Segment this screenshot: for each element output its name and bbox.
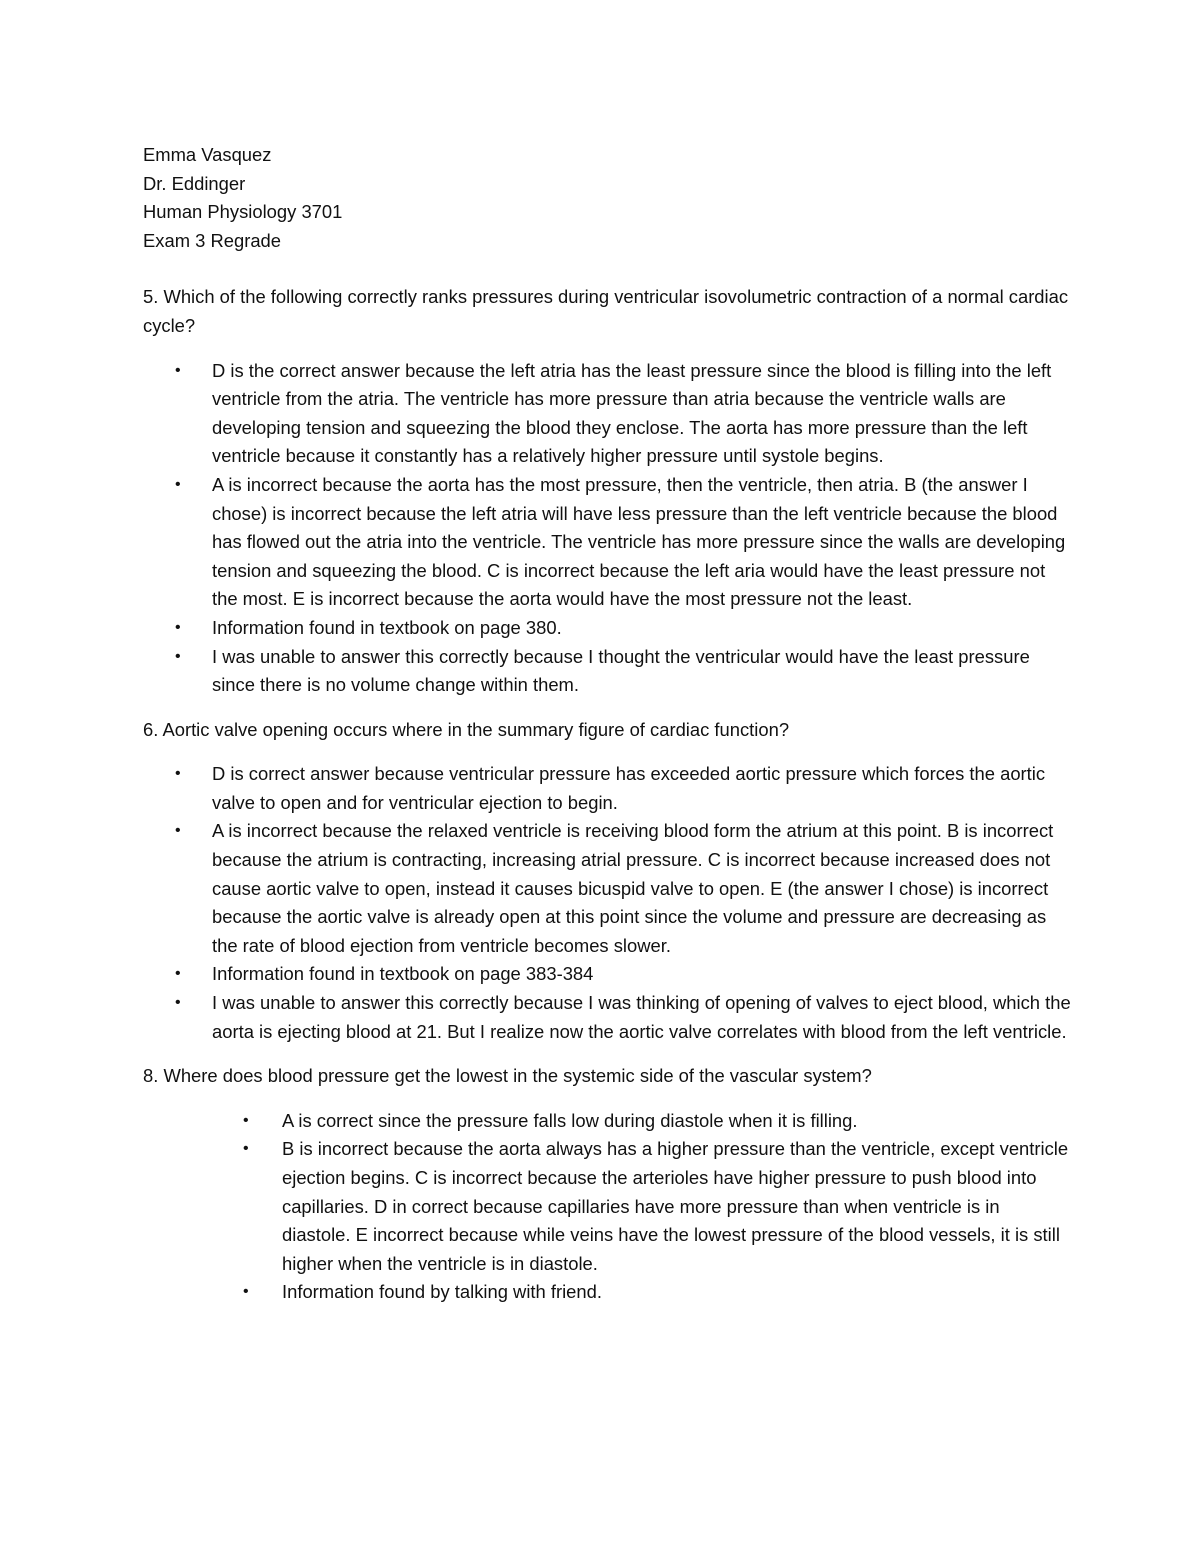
student-name: Emma Vasquez [143,144,272,165]
bullet-icon: • [175,361,181,379]
list-item [143,989,1073,1046]
list-item [143,643,1073,700]
list-item [143,471,1073,614]
question-6-answers [143,760,1073,1046]
bullet-icon: • [175,994,181,1012]
question-number: 6. [143,718,159,740]
bullet-icon: • [243,1283,249,1301]
list-item-text: D is the correct answer because the left atria has the least pressure since the blood is filling into the left ventricle from the atria. The ventricle has more pressure than atria because the ventricle walls are developing tension and squeezing the blood they enclose. The aorta has more pressure than the left ventricle because it constantly has a relatively higher pressure until systole begins. [212,359,1052,467]
instructor-name: Dr. Eddinger [143,172,246,194]
bullet-icon: • [175,765,181,783]
bullet-icon: • [243,1140,249,1158]
bullet-icon: • [175,822,181,840]
question-5-answers [143,357,1073,700]
bullet-icon: • [175,475,181,493]
question-number: 8. [143,1065,159,1087]
list-item-text: A is incorrect because the relaxed ventricle is receiving blood form the atrium at this point. B is incorrect because the atrium is contracting, increasing atrial pressure. C is incorrect because increased does not cause aortic valve to open, instead it causes bicuspid valve to open. E (the answer I chose) is incorrect because the aortic valve is already open at this point since the volume and pressure are decreasing as the rate of blood ejection from ventricle becomes slower. [212,820,1054,956]
question-6 [143,716,1073,745]
list-item-text: I was unable to answer this correctly because I was thinking of opening of valves to eject blood, which the aorta is ejecting blood at 21. But I realize now the aortic valve correlates with blood from the left ventricle. [212,992,1071,1042]
list-item [143,1135,1073,1278]
bullet-icon: • [243,1111,249,1129]
list-item-text: D is correct answer because ventricular pressure has exceeded aortic pressure which forces the aortic valve to open and for ventricular ejection to begin. [212,763,1046,813]
list-item-text: Information found in textbook on page 380. [212,616,562,638]
question-5 [143,283,1073,340]
course-title: Human Physiology 3701 [143,201,343,223]
question-text: Which of the following correctly ranks pressures during ventricular isovolumetric contraction of a normal cardiac cycle? [143,286,1069,336]
list-item [143,817,1073,960]
assignment-title: Exam 3 Regrade [143,229,282,251]
bullet-icon: • [175,618,181,636]
bullet-icon: • [175,965,181,983]
list-item [143,760,1073,817]
question-8 [143,1062,1073,1091]
question-text: Where does blood pressure get the lowest in the systemic side of the vascular system? [163,1065,872,1087]
list-item [143,1107,1073,1136]
list-item-text: Information found in textbook on page 383-384 [212,963,594,985]
list-item-text: Information found by talking with friend. [282,1281,602,1303]
question-text: Aortic valve opening occurs where in the summary figure of cardiac function? [162,718,790,740]
document-body [143,141,1073,1307]
question-8-answers [143,1107,1073,1307]
list-item-text: A is incorrect because the aorta has the most pressure, then the ventricle, then atria. B (the answer I chose) is incorrect because the left atria will have less pressure than the left ventricle because the blood has flowed out the atria into the ventricle. The ventricle has more pressure since the walls are developing tension and squeezing the blood. C is incorrect because the left aria would have the least pressure not the most. E is incorrect because the aorta would have the most pressure not the least. [212,473,1066,610]
list-item [143,357,1073,471]
list-item-text: I was unable to answer this correctly because I thought the ventricular would have the least pressure since there is no volume change within them. [212,645,1030,696]
list-item-text: B is incorrect because the aorta always has a higher pressure than the ventricle, except ventricle ejection begins. C is incorrect because the arterioles have higher pressure to push blood into capillaries. D in correct because capillaries have more pressure than when ventricle is in diastole. E incorrect because while veins have the lowest pressure of the blood vessels, it is still higher when the ventricle is in diastole. [282,1138,1069,1274]
bullet-icon: • [175,647,181,665]
list-item [143,960,1073,989]
question-number: 5. [143,286,159,308]
list-item [143,614,1073,643]
list-item [143,1278,1073,1307]
list-item-text: A is correct since the pressure falls low during diastole when it is filling. [282,1109,858,1131]
